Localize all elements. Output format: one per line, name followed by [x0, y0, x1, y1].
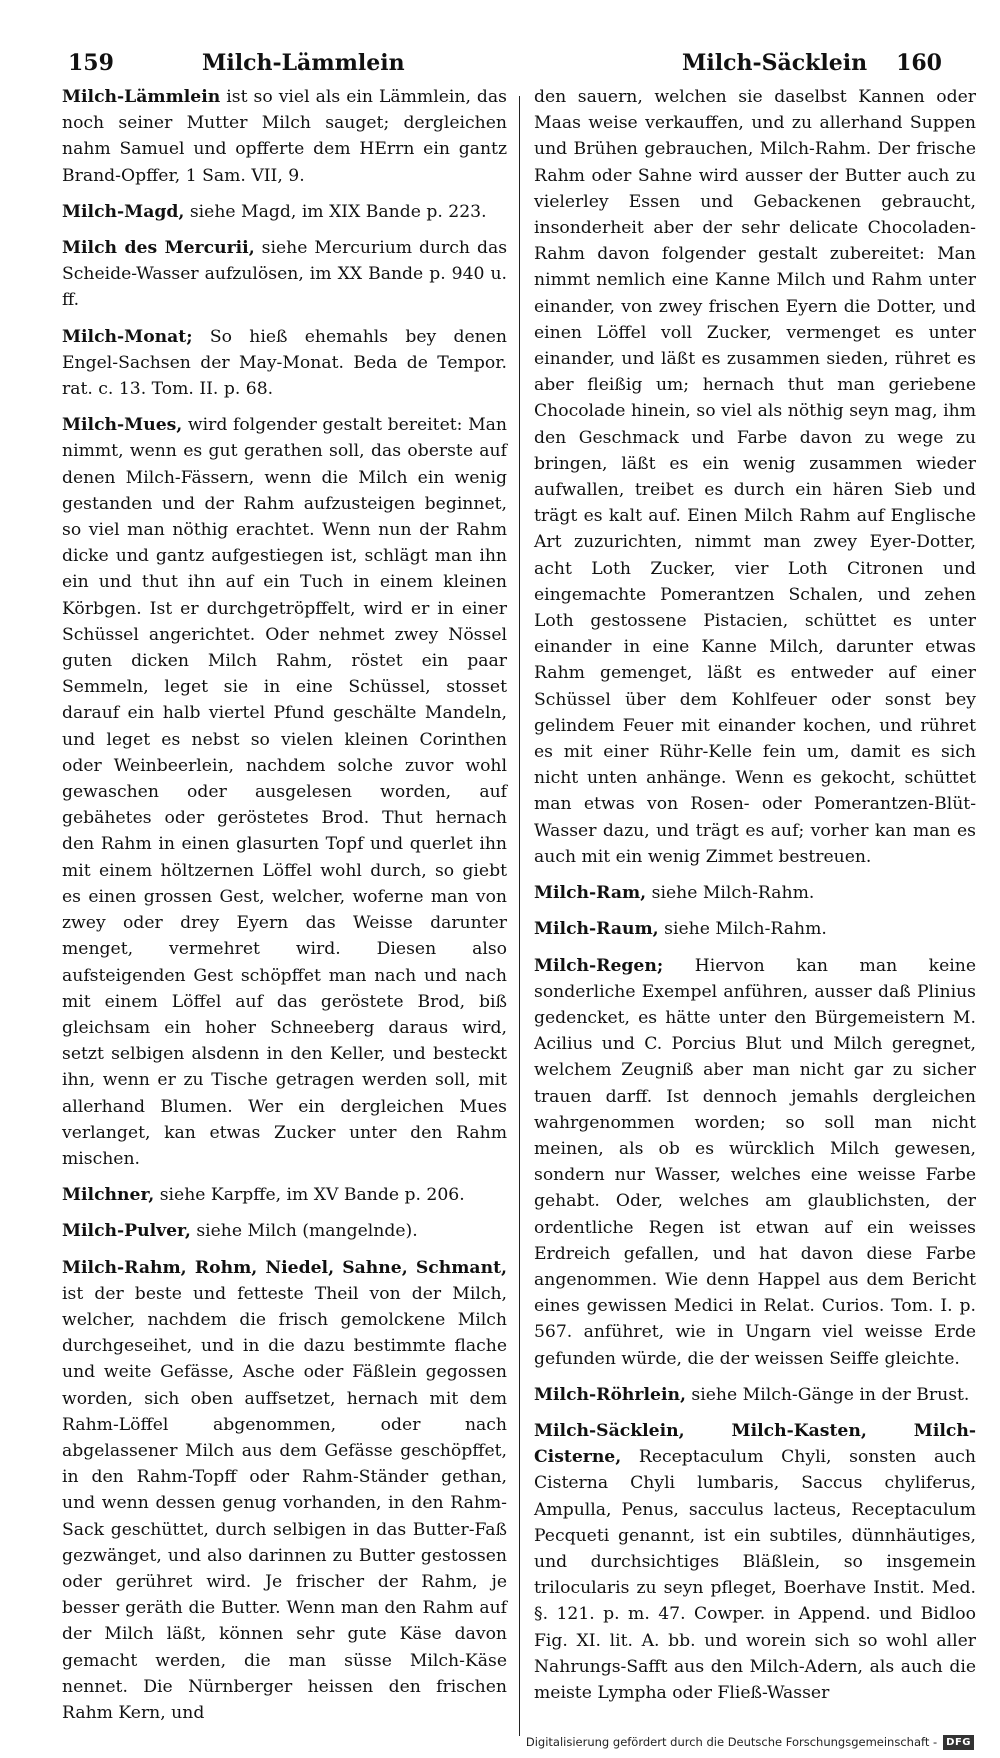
- entry-text: wird folgender gestalt bereitet: Man nimmt, wenn es gut gerathen soll, das oberste auf denen Milch-Fässern, wenn die Milch ein wenig gestanden und der Rahm aufzusteigen beginnet, so viel man nöthig erachtet. Wenn nun der Rahm dicke und gantz aufgestiegen ist, schlägt man ihn ein und thut ihn auf ein Tuch in einem kleinen Körbgen. Ist er durchgetröpffelt, wird er in einer Schüssel angerichtet. Oder nehmet zwey Nössel guten dicken Milch Rahm, röstet ein paar Semmeln, leget sie in eine Schüssel, stosset darauf ein halb viertel Pfund geschälte Mandeln, und leget es nebst so vielen kleinen Corinthen oder Weinbeerlein, nachdem solche zuvor wohl gewaschen oder ausgelesen worden, auf gebähetes oder geröstetes Brod. Thut hernach den Rahm in einen glasurten Topf und querlet ihn mit einem höltzernen Löffel wohl durch, so giebt es einen grossen Gest, welcher, woferne man von zwey oder drey Eyern das Weisse darunter menget, vermehret wird. Diesen also aufsteigenden Gest schöpffet man nach und nach mit einem Löffel auf das geröstete Brod, biß gleichsam ein hoher Schneeberg daraus wird, setzt selbigen alsdenn in den Keller, und besteckt ihn, wenn er zu Tische getragen werden soll, mit allerhand Blumen. Wer ein dergleichen Mues verlanget, kan etwas Zucker unter den Rahm mischen.: [62, 415, 507, 1169]
- entry-text: So hieß ehemahls bey denen Engel-Sachsen der May-Monat. Beda de Tempor. rat. c. 13. Tom. II. p. 68.: [62, 326, 507, 400]
- entry-headword: Milch-Rahm, Rohm, Niedel, Sahne, Schmant,: [62, 1257, 507, 1278]
- right-column: [534, 84, 976, 1716]
- entry-headword: Milch-Ram,: [534, 883, 647, 904]
- entry-text: ist so viel als ein Lämmlein, das noch seiner Mutter Milch sauget; dergleichen nahm Samuel und opfferte dem HErrn ein gantz Brand-Opffer, 1 Sam. VII, 9.: [62, 87, 507, 186]
- page-number-left: 159: [68, 50, 114, 76]
- footer: [526, 1732, 974, 1752]
- dictionary-entry: [62, 324, 507, 403]
- entry-text: ist der beste und fetteste Theil von der Milch, welcher, nachdem die frisch gemolckene Milch durchgeseihet, und in die dazu bestimmte flache und weite Gefässe, Asche oder Fäßlein gegossen worden, sich oben auffsetzet, hernach mit dem Rahm-Löffel abgenommen, oder nach abgelassener Milch aus dem Gefässe geschöpffet, in den Rahm-Topff oder Rahm-Ständer gethan, und wenn dessen genug vorhanden, in den Rahm-Sack geschüttet, durch selbigen in das Butter-Faß gezwänget, und also darinnen zu Butter gestossen oder gerühret wird. Je frischer der Rahm, je besser geräth die Butter. Wenn man den Rahm auf der Milch läßt, können sehr gute Käse davon gemacht werden, die man süsse Milch-Käse nennet. Die Nürnberger heissen den frischen Rahm Kern, und: [62, 1283, 507, 1723]
- entry-headword: Milch-Lämmlein: [62, 87, 221, 107]
- page-number-right: 160: [896, 50, 942, 76]
- entry-text: siehe Milch-Rahm.: [664, 919, 827, 940]
- left-column: [62, 84, 507, 1736]
- entry-text: Hiervon kan man keine sonderliche Exempel anführen, ausser daß Plinius gedencket, es hätte unter den Bürgemeistern M. Acilius und C. Porcius Blut und Milch geregnet, welchem Zeugniß aber man nicht gar zu sicher trauen darff. Ist dennoch jemahls dergleichen wahrgenommen worden; so soll man nicht meinen, als ob es würcklich Milch gewesen, sondern nur Wasser, welches eine weisse Farbe gehabt. Oder, welches am glaublichsten, der ordentliche Regen ist etwan auf ein weisses Erdreich gefallen, und hat davon diese Farbe angenommen. Wie denn Happel aus dem Bericht eines gewissen Medici in Relat. Curios. Tom. I. p. 567. anführet, wie in Ungarn viel weisse Erde gefunden würde, die der weissen Seiffe gleichte.: [534, 955, 976, 1369]
- entry-headword: Milch-Säcklein, Milch-Kasten, Milch-Cisterne,: [534, 1420, 976, 1468]
- dictionary-entry: [62, 199, 507, 225]
- entry-headword: Milch-Raum,: [534, 919, 659, 940]
- entry-headword: Milchner,: [62, 1185, 155, 1206]
- dictionary-entry: [534, 1382, 976, 1408]
- entry-headword: Milch-Regen;: [534, 955, 664, 976]
- dictionary-entry: [62, 1218, 507, 1244]
- dictionary-entry: [62, 235, 507, 314]
- dictionary-entry: [62, 1182, 507, 1208]
- entry-text: siehe Milch-Gänge in der Brust.: [691, 1384, 970, 1405]
- entry-text: siehe Milch (mangelnde).: [196, 1221, 418, 1242]
- footer-text: Digitalisierung gefördert durch die Deutsche Forschungsgemeinschaft -: [525, 1735, 938, 1749]
- entry-headword: Milch-Pulver,: [62, 1221, 191, 1242]
- entry-text: siehe Magd, im XIX Bande p. 223.: [189, 201, 487, 222]
- running-title-left: Milch-Lämmlein: [202, 50, 405, 76]
- entry-text: Receptaculum Chyli, sonsten auch Cisterna Chyli lumbaris, Saccus chyliferus, Ampulla, Penus, sacculus lacteus, Receptaculum Pecqueti genannt, ist ein subtiles, dünnhäutiges, und durchsichtiges Bläßlein, so insgemein triloculаris zu seyn pfleget, Boerhave Instit. Med. §. 121. p. m. 47. Cowper. in Append. und Bidloo Fig. XI. lit. A. bb. und worein sich so wohl aller Nahrungs-Safft aus den Milch-Adern, als auch die meiste Lympha oder Fließ-Wasser: [534, 1447, 977, 1703]
- dictionary-entry: [534, 1418, 976, 1706]
- dictionary-entry: [62, 412, 507, 1172]
- dfg-logo: DFG: [943, 1735, 974, 1750]
- dictionary-entry: [534, 880, 976, 906]
- dictionary-entry: [534, 84, 976, 870]
- entry-text: den sauern, welchen sie daselbst Kannen oder Maas weise verkauffen, und zu allerhand Suppen und Brühen gebrauchen, Milch-Rahm. Der frische Rahm oder Sahne wird ausser der Butter auch zu vielerley Essen und Gebackenen gebraucht, insonderheit aber der sehr delicate Chocoladen-Rahm davon folgender gestalt zubereitet: Man nimmt nemlich eine Kanne Milch und Rahm unter einander, von zwey frischen Eyern die Dotter, und einen Löffel voll Zucker, vermenget es unter einander, und läßt es zusammen sieden, rühret es aber fleißig um; hernach thut man geriebene Chocolade hinein, so viel als nöthig seyn mag, ihm den Geschmack und Farbe davon zu wege zu bringen, läßt es ein wenig zusammen wieder aufwallen, treibet es durch ein hären Sieb und trägt es kalt auf. Einen Milch Rahm auf Englische Art zuzurichten, nimmt man zwey Eyer-Dotter, acht Loth Zucker, vier Loth Citronen und eingemachte Pomerantzen Schalen, und zehen Loth gestossene Pistacien, schüttet es unter einander in eine Kanne Milch, darunter etwas Rahm gemenget, läßt es entweder auf einer Schüssel über dem Kohlfeuer oder sonst bey gelindem Feuer mit einander kochen, und rühret es mit einer Rühr-Kelle fein um, damit es sich nicht unten anhänge. Wenn es gekocht, schüttet man etwas von Rosen- oder Pomerantzen-Blüt-Wasser dazu, und trägt es auf; vorher kan man es auch mit ein wenig Zimmet bestreuen.: [534, 87, 976, 867]
- entry-text: siehe Milch-Rahm.: [651, 883, 815, 904]
- running-title-right: Milch-Säcklein: [682, 50, 868, 76]
- dictionary-entry: [62, 84, 507, 189]
- column-divider: [519, 96, 520, 1736]
- dictionary-entry: [62, 1255, 507, 1727]
- entry-headword: Milch-Mues,: [62, 415, 183, 436]
- entry-headword: Milch des Mercurii,: [62, 238, 255, 259]
- entry-headword: Milch-Röhrlein,: [534, 1384, 686, 1405]
- page-header: [62, 46, 942, 82]
- entry-headword: Milch-Monat;: [62, 326, 193, 347]
- dictionary-entry: [534, 916, 976, 942]
- dictionary-entry: [534, 953, 976, 1372]
- entry-text: siehe Karpffe, im XV Bande p. 206.: [159, 1185, 465, 1206]
- entry-headword: Milch-Magd,: [62, 201, 185, 222]
- entry-text: siehe Mercurium durch das Scheide-Wasser aufzulösen, im XX Bande p. 940 u. ff.: [62, 238, 508, 311]
